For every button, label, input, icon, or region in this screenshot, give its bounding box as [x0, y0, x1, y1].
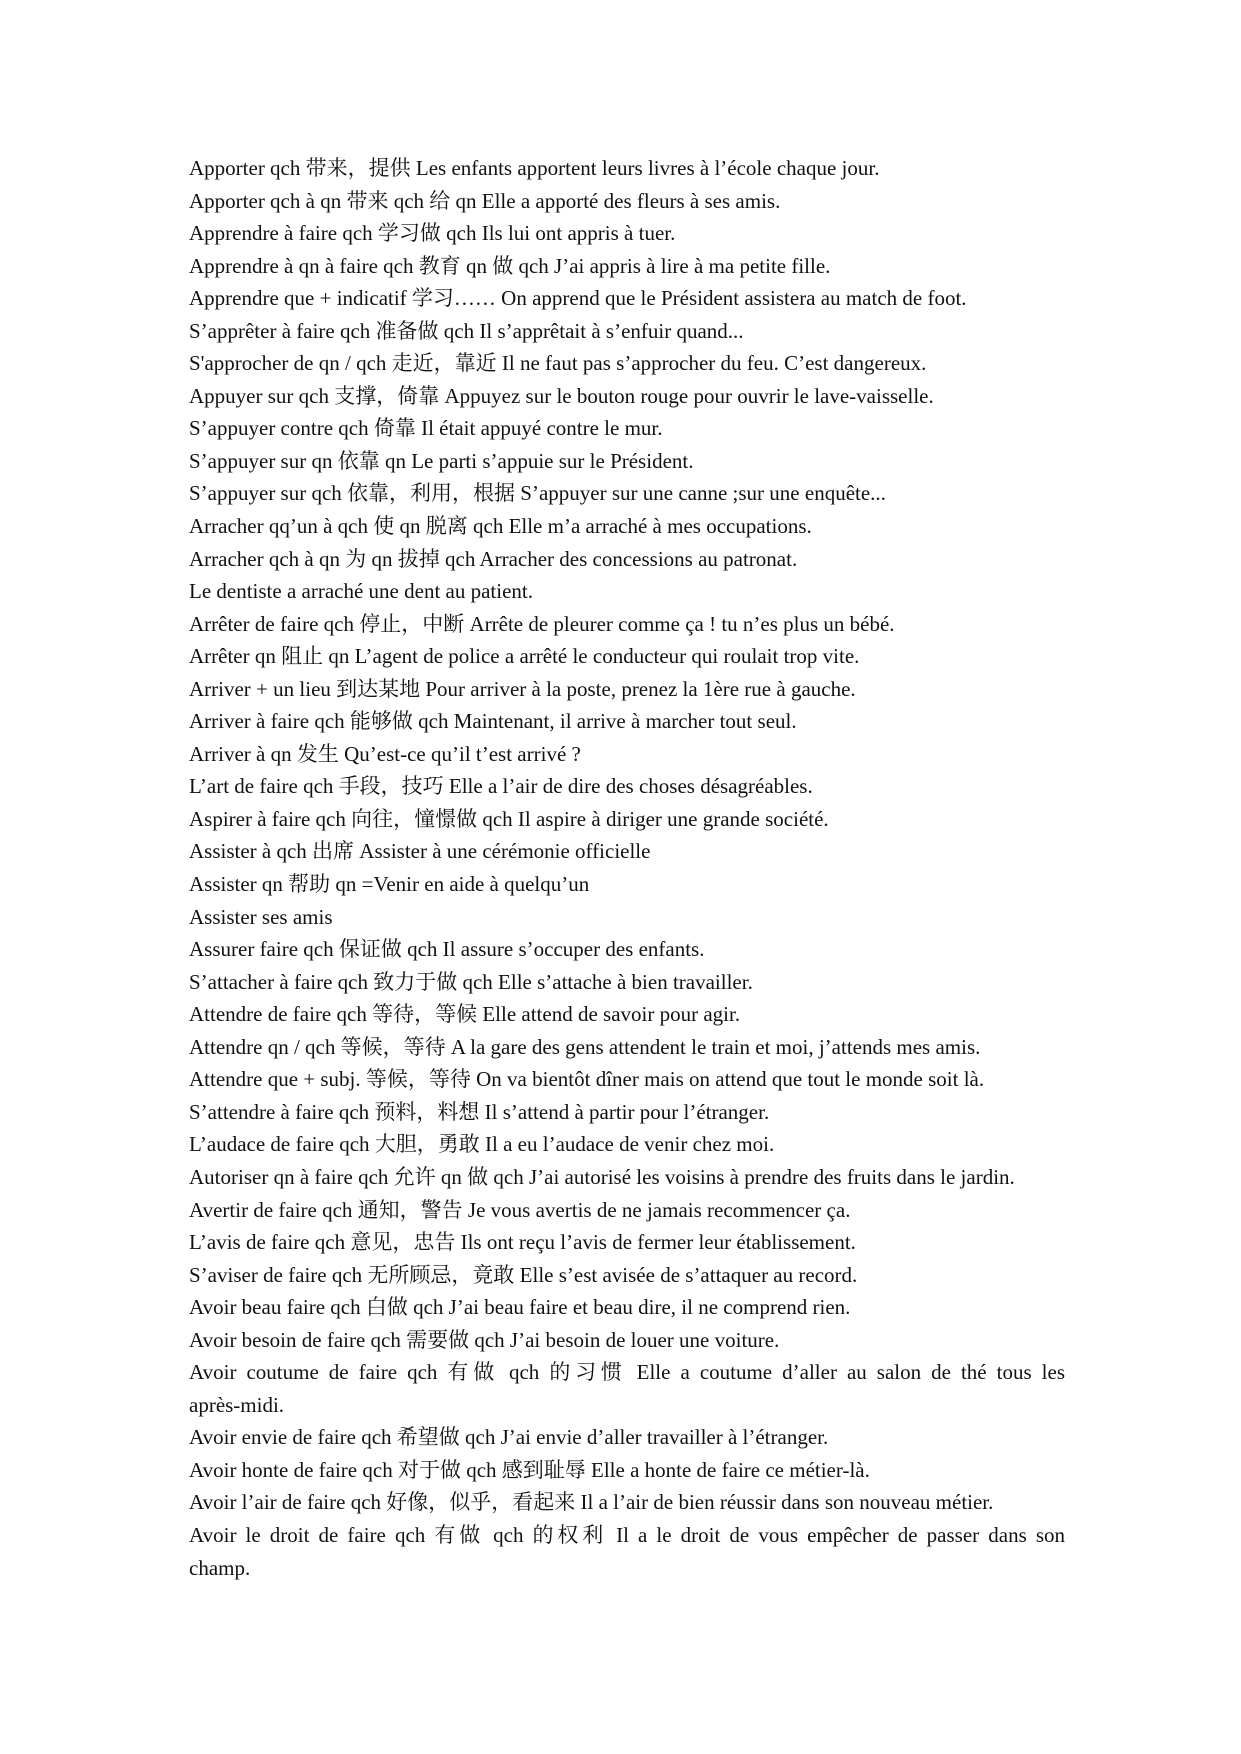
- text-line: L’art de faire qch 手段，技巧 Elle a l’air de dire des choses désagréables.: [189, 774, 813, 799]
- text-line: Assurer faire qch 保证做 qch Il assure s’occuper des enfants.: [189, 937, 705, 962]
- text-line: L’avis de faire qch 意见，忠告 Ils ont reçu l’avis de fermer leur établissement.: [189, 1230, 856, 1255]
- text-line: Avertir de faire qch 通知，警告 Je vous avertis de ne jamais recommencer ça.: [189, 1197, 851, 1222]
- text-line: Aspirer à faire qch 向往，憧憬做 qch Il aspire à diriger une grande société.: [189, 806, 829, 831]
- text-line: Arriver à faire qch 能够做 qch Maintenant, il arrive à marcher tout seul.: [189, 709, 797, 734]
- text-line: S’attendre à faire qch 预料，料想 Il s’attend à partir pour l’étranger.: [189, 1099, 770, 1124]
- text-line: Avoir beau faire qch 白做 qch J’ai beau faire et beau dire, il ne comprend rien.: [189, 1295, 851, 1320]
- text-line: Arriver + un lieu 到达某地 Pour arriver à la poste, prenez la 1ère rue à gauche.: [189, 676, 856, 701]
- text-line: Arrêter qn 阻止 qn L’agent de police a arrêté le conducteur qui roulait trop vite.: [189, 644, 860, 669]
- text-line: S’apprêter à faire qch 准备做 qch Il s’apprêtait à s’enfuir quand...: [189, 318, 744, 343]
- text-line: Apprendre à faire qch 学习做 qch Ils lui ont appris à tuer.: [189, 221, 676, 246]
- text-line: champ.: [189, 1555, 251, 1580]
- text-line: Attendre que + subj. 等候，等待 On va bientôt dîner mais on attend que tout le monde soit là.: [189, 1067, 985, 1092]
- text-line: Apprendre que + indicatif 学习…… On apprend que le Président assistera au match de foot.: [189, 286, 967, 311]
- text-line: Arrêter de faire qch 停止，中断 Arrête de pleurer comme ça ! tu n’es plus un bébé.: [189, 611, 895, 636]
- text-line: Apporter qch à qn 带来 qch 给 qn Elle a apporté des fleurs à ses amis.: [189, 188, 781, 213]
- text-line: Attendre de faire qch 等待，等候 Elle attend de savoir pour agir.: [189, 1002, 741, 1027]
- text-line: Assister ses amis: [189, 904, 333, 929]
- text-line: Arracher qq’un à qch 使 qn 脱离 qch Elle m’a arraché à mes occupations.: [189, 514, 812, 539]
- text-line: Le dentiste a arraché une dent au patient.: [189, 579, 533, 604]
- text-line: Arracher qch à qn 为 qn 拔掉 qch Arracher des concessions au patronat.: [189, 546, 798, 571]
- text-line: Assister à qch 出席 Assister à une cérémonie officielle: [189, 839, 651, 864]
- text-line: Apprendre à qn à faire qch 教育 qn 做 qch J’ai appris à lire à ma petite fille.: [189, 253, 831, 278]
- text-line: S'approcher de qn / qch 走近，靠近 Il ne faut pas s’approcher du feu. C’est dangereux.: [189, 351, 927, 376]
- text-line: Assister qn 帮助 qn =Venir en aide à quelqu’un: [189, 872, 590, 897]
- text-line: Avoir l’air de faire qch 好像，似乎，看起来 Il a l’air de bien réussir dans son nouveau métier.: [189, 1490, 994, 1515]
- text-line: Apporter qch 带来，提供 Les enfants apportent leurs livres à l’école chaque jour.: [189, 156, 880, 180]
- text-line: S’aviser de faire qch 无所顾忌，竟敢 Elle s’est avisée de s’attaquer au record.: [189, 1262, 858, 1287]
- text-line: Arriver à qn 发生 Qu’est-ce qu’il t’est arrivé ?: [189, 741, 581, 766]
- text-line: après-midi.: [189, 1392, 285, 1417]
- text-line: Avoir le droit de faire qch 有做 qch 的权利 Il a le droit de vous empêcher de passer dans son: [189, 1522, 1065, 1547]
- text-line: S’appuyer sur qn 依靠 qn Le parti s’appuie sur le Président.: [189, 448, 694, 473]
- text-line: Avoir envie de faire qch 希望做 qch J’ai envie d’aller travailler à l’étranger.: [189, 1425, 829, 1450]
- text-line: Autoriser qn à faire qch 允许 qn 做 qch J’ai autorisé les voisins à prendre des fruits dans le jardin.: [189, 1164, 1015, 1189]
- document-body: [189, 152, 1065, 1584]
- text-line: Avoir honte de faire qch 对于做 qch 感到耻辱 Elle a honte de faire ce métier-là.: [189, 1457, 870, 1482]
- text-line: Avoir coutume de faire qch 有做 qch 的习惯 Elle a coutume d’aller au salon de thé tous les: [189, 1360, 1065, 1385]
- text-line: S’attacher à faire qch 致力于做 qch Elle s’attache à bien travailler.: [189, 969, 753, 994]
- text-line: S’appuyer sur qch 依靠，利用，根据 S’appuyer sur une canne ;sur une enquête...: [189, 481, 886, 506]
- text-line: Avoir besoin de faire qch 需要做 qch J’ai besoin de louer une voiture.: [189, 1327, 780, 1352]
- text-line: Appuyer sur qch 支撑，倚靠 Appuyez sur le bouton rouge pour ouvrir le lave-vaisselle.: [189, 383, 934, 408]
- text-line: L’audace de faire qch 大胆，勇敢 Il a eu l’audace de venir chez moi.: [189, 1132, 775, 1157]
- text-line: Attendre qn / qch 等候，等待 A la gare des gens attendent le train et moi, j’attends mes amis.: [189, 1034, 981, 1059]
- text-line: S’appuyer contre qch 倚靠 Il était appuyé contre le mur.: [189, 416, 663, 441]
